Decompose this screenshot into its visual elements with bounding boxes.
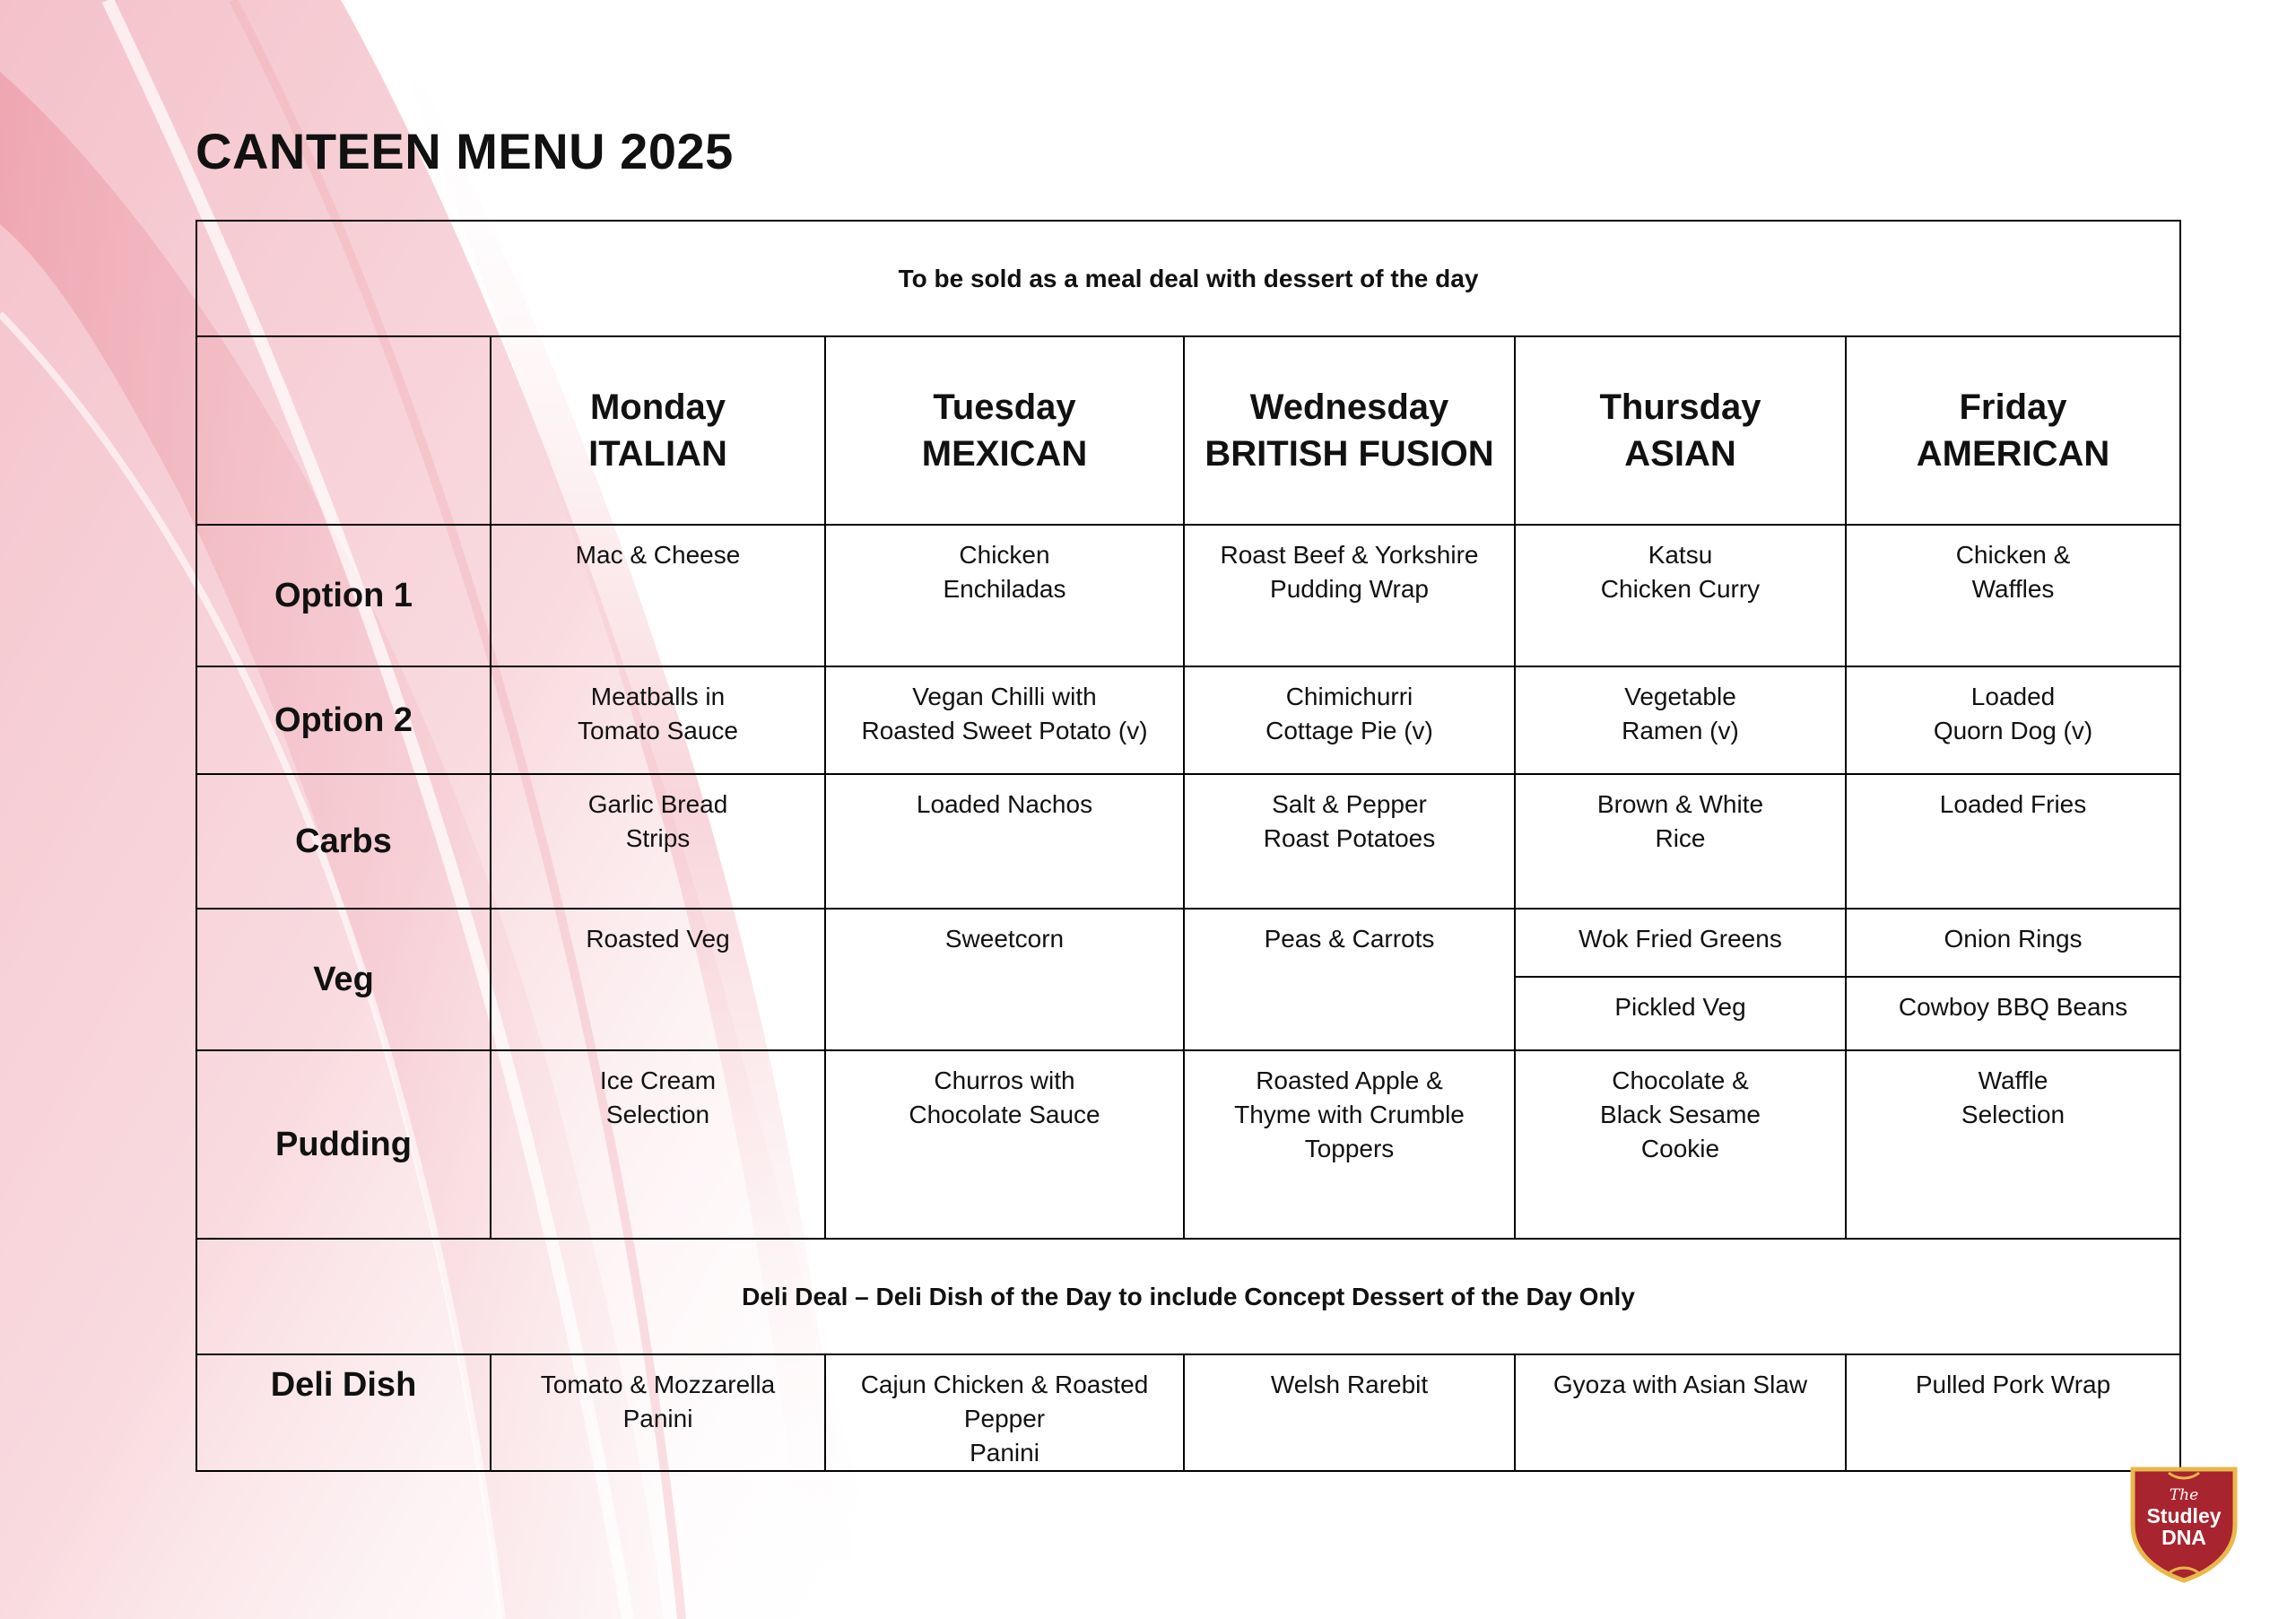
menu-cell <box>1846 666 2180 774</box>
menu-cell <box>491 1050 825 1239</box>
row-label-option1: Option 1 <box>196 525 491 666</box>
menu-cell <box>1846 1050 2180 1239</box>
dish-line: Churros with <box>934 1066 1075 1094</box>
dish-line: Chicken & <box>1955 541 2071 569</box>
dish-line: Cowboy BBQ Beans <box>1898 993 2128 1021</box>
menu-cell <box>1515 909 1846 977</box>
menu-cell <box>1184 1354 1515 1471</box>
option1-row <box>196 525 2180 666</box>
cuisine-name: MEXICAN <box>921 434 1088 474</box>
dish-line: Sweetcorn <box>944 925 1065 953</box>
deli-banner-row <box>196 1239 2180 1354</box>
dish-line: Chocolate Sauce <box>909 1101 1100 1128</box>
dish-line: Waffle <box>1978 1066 2048 1094</box>
menu-cell <box>491 909 825 1050</box>
menu-cell <box>1184 774 1515 909</box>
dish-line: Vegetable <box>1624 683 1736 710</box>
menu-cell <box>1846 977 2180 1050</box>
dish-line: Chicken <box>959 541 1050 569</box>
menu-cell <box>1846 909 2180 977</box>
cuisine-name: BRITISH FUSION <box>1205 434 1494 474</box>
menu-cell <box>491 525 825 666</box>
menu-table <box>196 220 2181 1472</box>
dish-line: Pepper <box>963 1405 1046 1432</box>
dish-line: Loaded <box>1970 683 2056 710</box>
dish-line: Waffles <box>1971 575 2055 603</box>
row-label-veg: Veg <box>196 909 491 1050</box>
dish-line: Salt & Pepper <box>1272 790 1427 818</box>
row-label-pudding: Pudding <box>196 1050 491 1239</box>
menu-cell <box>491 1354 825 1471</box>
dish-line: Welsh Rarebit <box>1270 1371 1429 1398</box>
day-header-friday <box>1846 336 2180 525</box>
dish-line: Roasted Apple & <box>1256 1066 1443 1094</box>
menu-cell <box>1184 909 1515 1050</box>
menu-cell <box>825 666 1184 774</box>
menu-cell <box>825 1050 1184 1239</box>
dish-line: Chimichurri <box>1285 683 1413 710</box>
day-header-monday <box>491 336 825 525</box>
menu-cell <box>1846 525 2180 666</box>
day-header-tuesday <box>825 336 1184 525</box>
dish-line: Tomato Sauce <box>578 717 738 744</box>
menu-cell <box>1846 1354 2180 1471</box>
dish-line: Chocolate & <box>1612 1066 1749 1094</box>
option2-row <box>196 666 2180 774</box>
dish-line: Roasted Veg <box>586 925 730 953</box>
dish-line: Katsu <box>1648 541 1713 569</box>
dish-line: Cookie <box>1640 1135 1720 1162</box>
menu-cell <box>1184 1050 1515 1239</box>
dish-line: Peas & Carrots <box>1264 925 1435 953</box>
dish-line: Pudding Wrap <box>1270 575 1429 603</box>
menu-cell <box>1846 774 2180 909</box>
dish-line: Roast Potatoes <box>1263 824 1436 852</box>
menu-cell <box>1515 1354 1846 1471</box>
row-label-carbs: Carbs <box>196 774 491 909</box>
day-name: Tuesday <box>933 387 1076 427</box>
dish-line: Panini <box>970 1439 1039 1467</box>
corner-cell <box>196 336 491 525</box>
menu-cell <box>491 666 825 774</box>
meal-deal-banner-row <box>196 221 2180 336</box>
day-header-wednesday <box>1184 336 1515 525</box>
dish-line: Brown & White <box>1596 790 1764 818</box>
day-name: Monday <box>589 387 726 427</box>
dish-line: Thyme with Crumble <box>1234 1101 1465 1128</box>
dish-line: Wok Fried Greens <box>1578 925 1782 953</box>
dish-line: Gyoza with Asian Slaw <box>1552 1371 1808 1398</box>
menu-cell <box>1184 525 1515 666</box>
dish-line: Panini <box>622 1405 693 1432</box>
menu-cell <box>1515 666 1846 774</box>
dish-line: Ramen (v) <box>1622 717 1739 744</box>
menu-cell <box>491 774 825 909</box>
dish-line: Loaded Nachos <box>916 790 1093 818</box>
dish-line: Loaded Fries <box>1939 790 2087 818</box>
meal-deal-banner: To be sold as a meal deal with dessert of the day <box>196 221 2180 336</box>
dish-line: Black Sesame <box>1600 1101 1761 1128</box>
dish-line: Ice Cream <box>599 1066 717 1094</box>
veg-row-a <box>196 909 2180 977</box>
dish-line: Mac & Cheese <box>575 541 741 569</box>
cuisine-name: ITALIAN <box>588 434 727 474</box>
dish-line: Enchiladas <box>943 575 1066 603</box>
dish-line: Meatballs in <box>590 683 726 710</box>
dish-line: Roast Beef & Yorkshire <box>1220 541 1479 569</box>
dish-line: Quorn Dog (v) <box>1933 717 2093 744</box>
logo-text: DNA <box>2161 1526 2206 1549</box>
dish-line: Strips <box>625 824 691 852</box>
carbs-row <box>196 774 2180 909</box>
cuisine-name: AMERICAN <box>1916 434 2110 474</box>
dish-line: Cajun Chicken & Roasted <box>860 1371 1149 1398</box>
cuisine-name: ASIAN <box>1624 434 1736 474</box>
dish-line: Roasted Sweet Potato (v) <box>861 717 1148 744</box>
menu-cell <box>825 525 1184 666</box>
menu-cell <box>1515 977 1846 1050</box>
day-name: Thursday <box>1599 387 1761 427</box>
dish-line: Pickled Veg <box>1614 993 1746 1021</box>
day-name: Wednesday <box>1249 387 1449 427</box>
dish-line: Cottage Pie (v) <box>1265 717 1433 744</box>
page-title: CANTEEN MENU 2025 <box>196 123 734 179</box>
logo-text: Studley <box>2146 1504 2222 1528</box>
menu-cell <box>825 774 1184 909</box>
deli-row <box>196 1354 2180 1471</box>
menu-cell <box>1515 774 1846 909</box>
dish-line: Toppers <box>1304 1135 1395 1162</box>
row-label-option2: Option 2 <box>196 666 491 774</box>
menu-cell <box>825 909 1184 1050</box>
pudding-row <box>196 1050 2180 1239</box>
logo-text: The <box>2169 1486 2199 1504</box>
deli-deal-banner: Deli Deal – Deli Dish of the Day to include Concept Dessert of the Day Only <box>196 1239 2180 1354</box>
dish-line: Garlic Bread <box>587 790 728 818</box>
dish-line: Selection <box>1961 1101 2066 1128</box>
dish-line: Pulled Pork Wrap <box>1915 1371 2111 1398</box>
dish-line: Selection <box>605 1101 710 1128</box>
day-header-thursday <box>1515 336 1846 525</box>
menu-cell <box>1184 666 1515 774</box>
dish-line: Vegan Chilli with <box>912 683 1097 710</box>
studley-dna-logo <box>2126 1462 2242 1583</box>
day-name: Friday <box>1959 387 2067 427</box>
menu-cell <box>1515 525 1846 666</box>
row-label-deli-dish: Deli Dish <box>196 1354 491 1471</box>
dish-line: Onion Rings <box>1944 925 2083 953</box>
dish-line: Tomato & Mozzarella <box>540 1371 776 1398</box>
menu-cell <box>825 1354 1184 1471</box>
day-header-row <box>196 336 2180 525</box>
menu-cell <box>1515 1050 1846 1239</box>
dish-line: Chicken Curry <box>1600 575 1761 603</box>
dish-line: Rice <box>1655 824 1706 852</box>
